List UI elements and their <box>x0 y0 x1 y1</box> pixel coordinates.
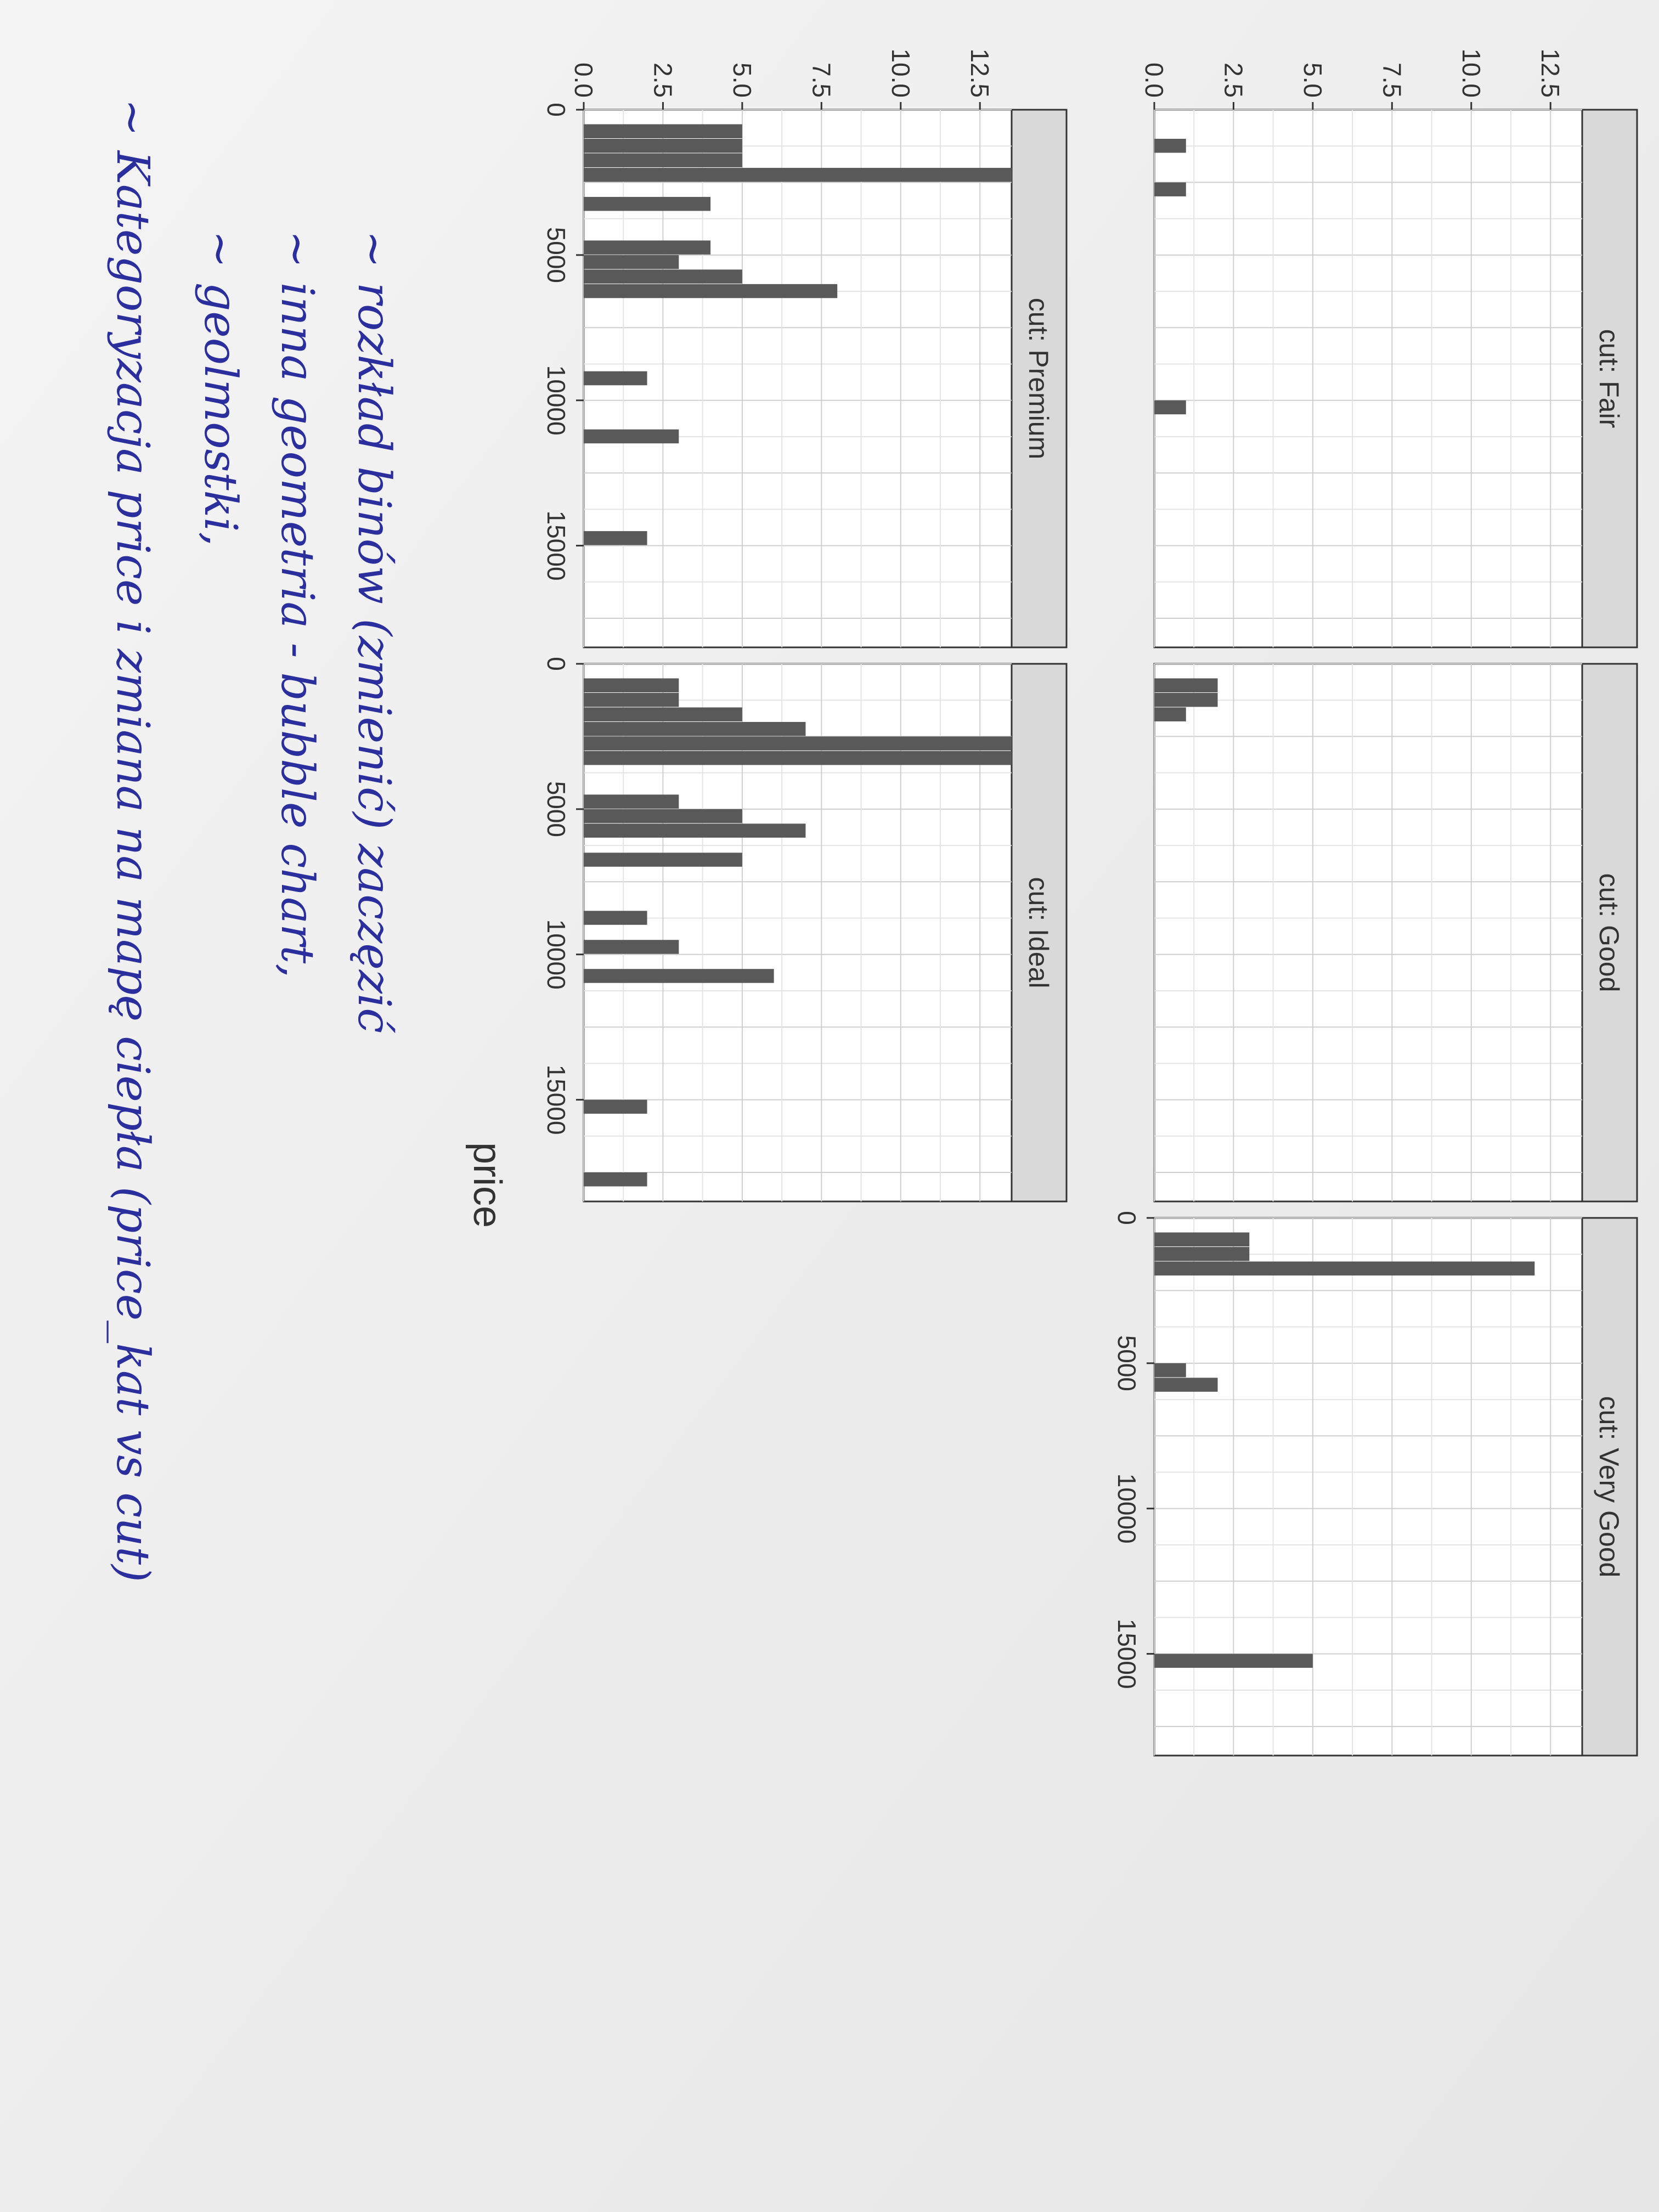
y-tick-label: 0.0 <box>569 63 598 98</box>
y-tick-label: 2.5 <box>648 63 678 98</box>
facet-panel <box>1154 664 1637 1201</box>
histogram-bar <box>584 969 774 983</box>
plot-area <box>1154 110 1582 647</box>
facet-panel <box>1140 48 1637 647</box>
histogram-bar <box>1154 1261 1534 1275</box>
histogram-bar <box>1154 139 1186 153</box>
plot-area <box>584 110 1012 647</box>
y-tick-label: 5.0 <box>1298 63 1327 98</box>
facet-label: cut: Ideal <box>1023 877 1054 989</box>
facet-label: cut: Premium <box>1023 297 1054 460</box>
y-tick-label: 10.0 <box>886 48 915 98</box>
facet-panel <box>542 48 1066 647</box>
histogram-bar <box>584 124 742 138</box>
x-tick-label: 0 <box>1113 1211 1141 1225</box>
histogram-bar <box>584 240 710 254</box>
histogram-bar <box>1154 693 1218 707</box>
histogram-bar <box>1154 1247 1249 1261</box>
histogram-bar <box>1154 400 1186 414</box>
x-tick-label: 5000 <box>542 781 571 838</box>
y-tick-label: 12.5 <box>966 48 995 98</box>
histogram-bar <box>584 751 1012 765</box>
note-line: ~ inna geometria - bubble chart, <box>271 230 323 978</box>
histogram-bar <box>584 269 742 283</box>
histogram-bar <box>584 736 1012 750</box>
histogram-bar <box>1154 1378 1218 1391</box>
histogram-bar <box>584 1172 647 1186</box>
note-line: ~ geolmostki, <box>194 230 246 546</box>
x-tick-label: 0 <box>542 103 571 117</box>
histogram-bar <box>584 1100 647 1114</box>
facet-label: cut: Good <box>1594 873 1624 992</box>
histogram-bar <box>584 823 805 837</box>
histogram-bar <box>584 153 742 167</box>
x-tick-label: 15000 <box>542 1064 571 1135</box>
histogram-bar <box>584 940 679 953</box>
histogram-bar <box>584 809 742 823</box>
y-tick-label: 10.0 <box>1457 48 1486 98</box>
x-tick-label: 10000 <box>542 919 571 990</box>
x-tick-label: 10000 <box>1113 1473 1141 1544</box>
histogram-bar <box>584 255 679 269</box>
facet-panel <box>542 657 1066 1201</box>
histogram-bar <box>584 911 647 924</box>
note-line: ~ rozkład binów (zmienić) zaczęzić <box>348 230 400 1034</box>
histogram-bar <box>584 284 837 298</box>
histogram-bar <box>584 168 1012 182</box>
x-tick-label: 15000 <box>542 510 571 581</box>
histogram-bar <box>584 430 679 443</box>
x-tick-label: 0 <box>542 657 571 671</box>
histogram-bar <box>1154 707 1186 721</box>
y-tick-label: 7.5 <box>807 63 836 98</box>
histogram-bar <box>584 197 710 211</box>
histogram-bar <box>584 371 647 385</box>
y-tick-label: 12.5 <box>1536 48 1565 98</box>
histogram-bar <box>584 693 679 707</box>
x-tick-label: 5000 <box>542 227 571 284</box>
histogram-bar <box>1154 678 1218 692</box>
histogram-bar <box>584 853 742 866</box>
y-tick-label: 7.5 <box>1378 63 1407 98</box>
x-tick-label: 15000 <box>1113 1618 1141 1689</box>
x-tick-label: 5000 <box>1113 1335 1141 1392</box>
histogram-bar <box>1154 1232 1249 1246</box>
histogram-bar <box>584 139 742 153</box>
histogram-bar <box>1154 182 1186 196</box>
facet-panel <box>1113 1211 1637 1756</box>
histogram-bar <box>1154 1363 1186 1377</box>
histogram-bar <box>584 722 805 736</box>
x-axis-label: price <box>465 1142 509 1228</box>
facet-label: cut: Fair <box>1594 329 1624 428</box>
plot-area <box>1154 664 1582 1201</box>
facet-label: cut: Very Good <box>1594 1396 1624 1578</box>
histogram-bar <box>584 531 647 545</box>
x-tick-label: 10000 <box>542 365 571 436</box>
note-line: ~ Kategoryzacja price i zmiana na mapę ciepła (price_kat vs cut) <box>106 99 159 1583</box>
y-tick-label: 0.0 <box>1140 63 1169 98</box>
histogram-bar <box>584 707 742 721</box>
histogram-bar <box>584 794 679 808</box>
y-tick-label: 5.0 <box>727 63 757 98</box>
plot-area <box>1154 1218 1582 1756</box>
histogram-bar <box>1154 1654 1313 1668</box>
y-tick-label: 2.5 <box>1219 63 1248 98</box>
histogram-bar <box>584 678 679 692</box>
